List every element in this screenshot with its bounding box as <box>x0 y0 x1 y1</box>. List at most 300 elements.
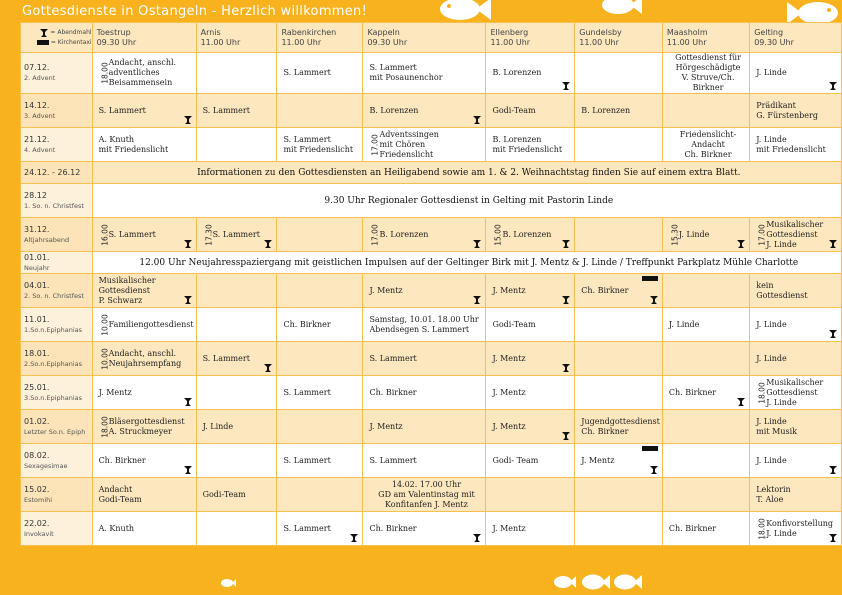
service-cell <box>750 478 842 512</box>
date-cell <box>21 218 93 252</box>
church-time: 09.30 Uhr <box>754 37 794 47</box>
service-cell <box>363 94 486 128</box>
service-text: Musikalischer Gottesdienst P. Schwarz <box>98 275 156 305</box>
table-row <box>21 128 842 162</box>
service-text: Musikalischer Gottesdienst J. Linde <box>766 377 824 407</box>
chalice-icon <box>829 466 837 474</box>
church-header-arnis <box>196 23 277 53</box>
service-cell <box>92 512 196 546</box>
church-name: Gelting <box>754 27 784 37</box>
church-time: 11.00 Uhr <box>281 37 322 47</box>
service-cell <box>575 53 663 94</box>
service-cell <box>277 53 363 94</box>
service-cell <box>486 218 575 252</box>
schedule-table <box>20 22 842 546</box>
service-text: S. Lammert <box>283 68 331 77</box>
service-cell <box>486 94 575 128</box>
service-cell <box>575 376 663 410</box>
service-text: Lektorin T. Aloe <box>756 484 791 504</box>
chalice-icon <box>562 432 570 440</box>
service-text: Bläsergottesdienst A. Struckmeyer <box>108 416 185 436</box>
service-text: kein Gottesdienst <box>756 280 808 300</box>
table-row <box>21 94 842 128</box>
service-text: S. Lammert <box>202 353 250 363</box>
service-cell <box>363 308 486 342</box>
service-cell <box>750 218 842 252</box>
sunday-name: 1. So. n. Christfest <box>24 201 84 210</box>
date-cell <box>21 342 93 376</box>
date-cell <box>21 512 93 546</box>
service-cell <box>662 274 749 308</box>
service-cell <box>486 342 575 376</box>
service-text: S. Lammert <box>212 229 260 239</box>
fish-icon <box>436 0 492 24</box>
chalice-icon <box>184 398 192 406</box>
legend-abendmahl-label: = Abendmahl <box>50 28 92 36</box>
service-cell <box>662 512 749 546</box>
service-cell <box>363 274 486 308</box>
service-text: Konfivorstellung J. Linde <box>766 518 834 538</box>
service-cell <box>486 53 575 94</box>
service-cell <box>196 478 277 512</box>
sunday-name: Sexagesimae <box>24 461 68 470</box>
service-text: J. Linde mit Musik <box>756 416 797 436</box>
chalice-icon <box>562 296 570 304</box>
service-text: A. Knuth <box>98 523 135 533</box>
church-header-gundelsby <box>575 23 663 53</box>
sunday-name: Altjahrsabend <box>24 235 70 244</box>
service-cell <box>662 444 749 478</box>
church-name: Rabenkirchen <box>281 27 337 37</box>
service-cell <box>277 128 363 162</box>
service-text: Samstag, 10.01. 18.00 Uhr Abendsegen S. Lammert <box>369 314 479 334</box>
service-cell <box>196 376 277 410</box>
sunday-name: 2.So.n.Epiphanias <box>24 359 83 368</box>
service-cell <box>750 274 842 308</box>
table-row <box>21 478 842 512</box>
table-row <box>21 342 842 376</box>
service-cell <box>92 53 196 94</box>
service-cell <box>486 274 575 308</box>
service-text: J. Linde <box>756 68 787 77</box>
service-cell <box>486 376 575 410</box>
service-text: Ch. Birkner <box>98 455 146 465</box>
date-label: 24.12. - 26.12 <box>24 167 81 177</box>
service-time: 18.00 <box>757 517 767 540</box>
legend-taxi <box>23 38 92 48</box>
date-label: 18.01. <box>24 348 50 358</box>
service-text: S. Lammert <box>283 523 331 533</box>
date-label: 25.01. <box>24 382 50 392</box>
service-cell <box>196 410 277 444</box>
service-cell <box>277 274 363 308</box>
date-cell <box>21 274 93 308</box>
service-text: S. Lammert <box>369 455 417 465</box>
date-cell <box>21 252 93 274</box>
service-cell <box>277 512 363 546</box>
service-cell <box>575 94 663 128</box>
service-text: Ch. Birkner <box>283 319 331 329</box>
service-cell <box>363 478 486 512</box>
chalice-icon <box>350 534 358 542</box>
chalice-icon <box>264 364 272 372</box>
service-cell <box>662 376 749 410</box>
service-cell <box>575 478 663 512</box>
chalice-icon <box>650 466 658 474</box>
chalice-icon <box>737 240 745 248</box>
service-cell <box>575 308 663 342</box>
date-cell <box>21 308 93 342</box>
date-cell <box>21 53 93 94</box>
service-cell <box>662 218 749 252</box>
service-cell <box>196 444 277 478</box>
table-row <box>21 252 842 274</box>
service-cell <box>662 410 749 444</box>
church-time: 11.00 Uhr <box>200 37 241 47</box>
service-time: 18.00 <box>100 62 110 84</box>
fish-icon <box>220 578 236 588</box>
chalice-icon <box>473 116 481 124</box>
table-row <box>21 444 842 478</box>
service-cell <box>363 53 486 94</box>
service-cell <box>277 444 363 478</box>
service-time: 18.00 <box>100 415 110 438</box>
service-text: Jugendgottesdienst Ch. Birkner <box>581 416 660 436</box>
church-time: 11.00 Uhr <box>666 37 707 47</box>
sunday-name: 1.So.n.Epiphanias <box>24 325 83 334</box>
service-cell <box>750 342 842 376</box>
service-cell <box>662 128 749 162</box>
fish-icon <box>580 572 610 592</box>
church-name: Kappeln <box>367 27 400 37</box>
service-cell <box>92 308 196 342</box>
service-cell <box>92 376 196 410</box>
service-text: B. Lorenzen <box>379 229 429 239</box>
service-cell <box>486 444 575 478</box>
service-cell <box>92 128 196 162</box>
service-text: Ch. Birkner <box>369 523 417 533</box>
service-cell <box>277 342 363 376</box>
service-cell <box>196 94 277 128</box>
chalice-icon <box>184 116 192 124</box>
service-cell <box>486 128 575 162</box>
service-text: J. Mentz <box>369 285 403 295</box>
church-time: 09.30 Uhr <box>367 37 408 47</box>
service-time: 17.00 <box>757 223 767 246</box>
service-text: J. Linde <box>668 319 700 329</box>
banner-cell <box>92 252 841 274</box>
date-cell <box>21 184 93 218</box>
service-text: J. Mentz <box>492 387 526 397</box>
service-text: J. Mentz <box>369 421 403 431</box>
service-cell <box>363 512 486 546</box>
church-name: Ellenberg <box>490 27 529 37</box>
fish-icon <box>598 0 642 18</box>
service-cell <box>277 218 363 252</box>
service-text: Prädikant G. Fürstenberg <box>756 100 818 120</box>
sunday-name: Letzter So.n. Epiph <box>24 427 86 436</box>
chalice-icon <box>737 398 745 406</box>
legend <box>21 23 93 53</box>
table-row <box>21 274 842 308</box>
date-label: 01.02. <box>24 416 50 426</box>
service-time: 16.00 <box>100 223 110 246</box>
service-text: J. Linde <box>756 455 787 465</box>
service-cell <box>92 478 196 512</box>
service-cell <box>575 274 663 308</box>
service-cell <box>750 376 842 410</box>
chalice-icon <box>562 82 570 90</box>
service-text: J. Mentz <box>492 353 526 363</box>
service-cell <box>92 410 196 444</box>
banner-text: 12.00 Uhr Neujahresspaziergang mit geistlichen Impulsen auf der Geltinger Birk mit J. Mentz & J. Linde / Treffpunkt Parkplatz Mühle Charlotte <box>139 257 799 268</box>
service-text: Godi- Team <box>492 455 539 465</box>
chalice-icon <box>473 296 481 304</box>
service-text: B. Lorenzen <box>492 68 542 77</box>
page-title: Gottesdienste in Ostangeln - Herzlich willkommen! <box>22 4 368 19</box>
church-name: Maasholm <box>666 27 708 37</box>
date-cell <box>21 162 93 184</box>
service-time: 15.00 <box>494 223 504 246</box>
date-cell <box>21 410 93 444</box>
service-cell <box>363 128 486 162</box>
service-time: 15.30 <box>670 223 680 246</box>
service-text: Musikalischer Gottesdienst J. Linde <box>766 219 824 249</box>
church-name: Gundelsby <box>579 27 622 37</box>
table-row <box>21 410 842 444</box>
taxi-icon <box>642 276 658 281</box>
service-cell <box>92 274 196 308</box>
chalice-icon <box>650 296 658 304</box>
table-row <box>21 376 842 410</box>
chalice-icon <box>184 466 192 474</box>
service-cell <box>363 444 486 478</box>
service-text: B. Lorenzen mit Friedenslicht <box>492 134 563 154</box>
banner-text: 9.30 Uhr Regionaler Gottesdienst in Gelting mit Pastorin Linde <box>324 195 614 206</box>
date-cell <box>21 478 93 512</box>
service-cell <box>750 410 842 444</box>
service-text: Godi-Team <box>492 319 536 329</box>
date-label: 11.01. <box>24 314 50 324</box>
chalice-icon <box>40 29 48 37</box>
service-cell <box>196 53 277 94</box>
banner-cell <box>92 162 841 184</box>
chalice-icon <box>184 240 192 248</box>
header-row <box>21 23 842 53</box>
service-text: J. Mentz <box>492 421 526 431</box>
service-text: B. Lorenzen <box>369 105 419 115</box>
service-cell <box>363 376 486 410</box>
service-text: Andacht Godi-Team <box>98 484 142 504</box>
service-cell <box>575 512 663 546</box>
date-label: 14.12. <box>24 100 50 110</box>
church-header-gelting <box>750 23 842 53</box>
table-row <box>21 162 842 184</box>
church-header-rabenkirchen <box>277 23 363 53</box>
service-cell <box>92 94 196 128</box>
sunday-name: 2. So. n. Christfest <box>24 291 84 300</box>
service-time: 17.30 <box>204 223 214 246</box>
date-label: 04.01. <box>24 280 50 290</box>
service-cell <box>575 410 663 444</box>
chalice-icon <box>184 296 192 304</box>
chalice-icon <box>829 534 837 542</box>
service-text: J. Mentz <box>492 523 526 533</box>
date-label: 15.02. <box>24 484 50 494</box>
service-time: 18.00 <box>757 381 767 404</box>
service-cell <box>92 444 196 478</box>
service-text: Ch. Birkner <box>581 285 629 295</box>
service-text: Ch. Birkner <box>668 387 717 397</box>
church-time: 11.00 Uhr <box>579 37 619 47</box>
service-cell <box>277 478 363 512</box>
sunday-name: 2. Advent <box>24 74 56 82</box>
chalice-icon <box>829 82 837 90</box>
service-text: S. Lammert mit Friedenslicht <box>283 134 354 154</box>
church-header-toestrup <box>92 23 196 53</box>
service-text: Ch. Birkner <box>668 523 717 533</box>
table-row <box>21 53 842 94</box>
fish-icon <box>612 572 642 592</box>
table-row <box>21 512 842 546</box>
legend-taxi-label: = Kirchentaxi <box>50 38 92 46</box>
service-text: J. Linde <box>756 353 787 363</box>
service-cell <box>277 410 363 444</box>
service-text: S. Lammert mit Posaunenchor <box>369 63 443 82</box>
taxi-icon <box>642 446 658 451</box>
legend-abendmahl <box>23 28 92 38</box>
service-text: Andacht, anschl. adventliches Beisammensein <box>108 58 177 87</box>
service-text: Ch. Birkner <box>369 387 417 397</box>
date-label: 22.02. <box>24 518 50 528</box>
service-time: 10.00 <box>100 313 110 336</box>
service-text: A. Knuth mit Friedenslicht <box>98 134 169 154</box>
chalice-icon <box>829 240 837 248</box>
service-text: Andacht, anschl. Neujahrsempfang <box>108 348 182 368</box>
chalice-icon <box>562 240 570 248</box>
date-label: 28.12 <box>24 190 47 200</box>
date-label: 08.02. <box>24 450 50 460</box>
fish-icon <box>552 574 576 590</box>
service-text: Godi-Team <box>492 105 536 115</box>
service-cell <box>196 512 277 546</box>
church-name: Arnis <box>200 27 221 37</box>
service-cell <box>92 342 196 376</box>
church-name: Toestrup <box>96 27 131 37</box>
service-text: Adventssingen mit Chören Friedenslicht <box>379 129 439 159</box>
sunday-name: 3. Advent <box>24 111 56 120</box>
church-header-maasholm <box>662 23 749 53</box>
date-cell <box>21 94 93 128</box>
service-text: S. Lammert <box>202 105 250 115</box>
service-text: S. Lammert <box>369 353 417 363</box>
church-header-kappeln <box>363 23 486 53</box>
sunday-name: 3.So.n.Epiphanias <box>24 393 83 402</box>
service-cell <box>575 342 663 376</box>
service-cell <box>750 444 842 478</box>
chalice-icon <box>562 364 570 372</box>
service-text: B. Lorenzen <box>502 229 552 239</box>
date-label: 07.12. <box>24 63 50 72</box>
table-row <box>21 184 842 218</box>
sunday-name: Estomihi <box>24 495 53 504</box>
service-cell <box>662 53 749 94</box>
chalice-icon <box>264 240 272 248</box>
chalice-icon <box>473 534 481 542</box>
service-text: Friedenslicht- Andacht Ch. Birkner <box>679 129 737 159</box>
sunday-name: 4. Advent <box>24 145 56 154</box>
service-cell <box>277 94 363 128</box>
service-text: J. Mentz <box>581 455 615 465</box>
service-cell <box>750 94 842 128</box>
chalice-icon <box>473 240 481 248</box>
service-cell <box>662 478 749 512</box>
service-cell <box>277 376 363 410</box>
service-cell <box>92 218 196 252</box>
service-cell <box>662 94 749 128</box>
date-cell <box>21 444 93 478</box>
service-text: Gottesdienst für Hörgeschädigte V. Struve/Ch. Birkner <box>675 53 741 92</box>
service-cell <box>486 512 575 546</box>
service-time: 17.00 <box>371 133 381 156</box>
service-cell <box>196 308 277 342</box>
table-row <box>21 218 842 252</box>
sunday-name: Invokavit <box>24 529 54 538</box>
chalice-icon <box>829 330 837 338</box>
service-text: J. Linde mit Friedenslicht <box>756 134 826 154</box>
date-label: 21.12. <box>24 134 50 144</box>
church-time: 09.30 Uhr <box>96 37 137 47</box>
table-row <box>21 308 842 342</box>
service-cell <box>486 308 575 342</box>
service-text: S. Lammert <box>98 105 146 115</box>
service-text: J. Linde <box>678 229 710 239</box>
taxi-icon <box>37 40 49 45</box>
service-text: B. Lorenzen <box>581 105 631 115</box>
service-cell <box>363 410 486 444</box>
service-cell <box>486 478 575 512</box>
date-cell <box>21 376 93 410</box>
service-text: J. Mentz <box>492 285 526 295</box>
service-text: J. Linde <box>202 421 234 431</box>
service-cell <box>196 218 277 252</box>
service-text: J. Linde <box>756 319 787 329</box>
service-text: 14.02. 17.00 Uhr GD am Valentinstag mit Konfitanfen J. Mentz <box>378 479 475 509</box>
date-label: 31.12. <box>24 224 50 234</box>
date-cell <box>21 128 93 162</box>
service-cell <box>196 274 277 308</box>
service-cell <box>750 53 842 94</box>
service-cell <box>363 342 486 376</box>
service-time: 17.00 <box>371 223 381 246</box>
service-cell <box>196 128 277 162</box>
service-text: S. Lammert <box>283 387 331 397</box>
service-text: Familiengottesdienst <box>108 319 194 329</box>
service-text: J. Mentz <box>98 387 132 397</box>
service-cell <box>363 218 486 252</box>
service-cell <box>277 308 363 342</box>
service-cell <box>575 128 663 162</box>
date-label: 01.01. <box>24 252 50 262</box>
service-cell <box>575 218 663 252</box>
service-cell <box>750 308 842 342</box>
banner-text: Informationen zu den Gottesdiensten an Heiligabend sowie am 1. & 2. Weihnachtstag finden Sie auf einem extra Blatt. <box>197 167 741 178</box>
service-text: S. Lammert <box>283 455 331 465</box>
service-cell <box>750 128 842 162</box>
service-cell <box>662 308 749 342</box>
service-cell <box>575 444 663 478</box>
service-cell <box>750 512 842 546</box>
